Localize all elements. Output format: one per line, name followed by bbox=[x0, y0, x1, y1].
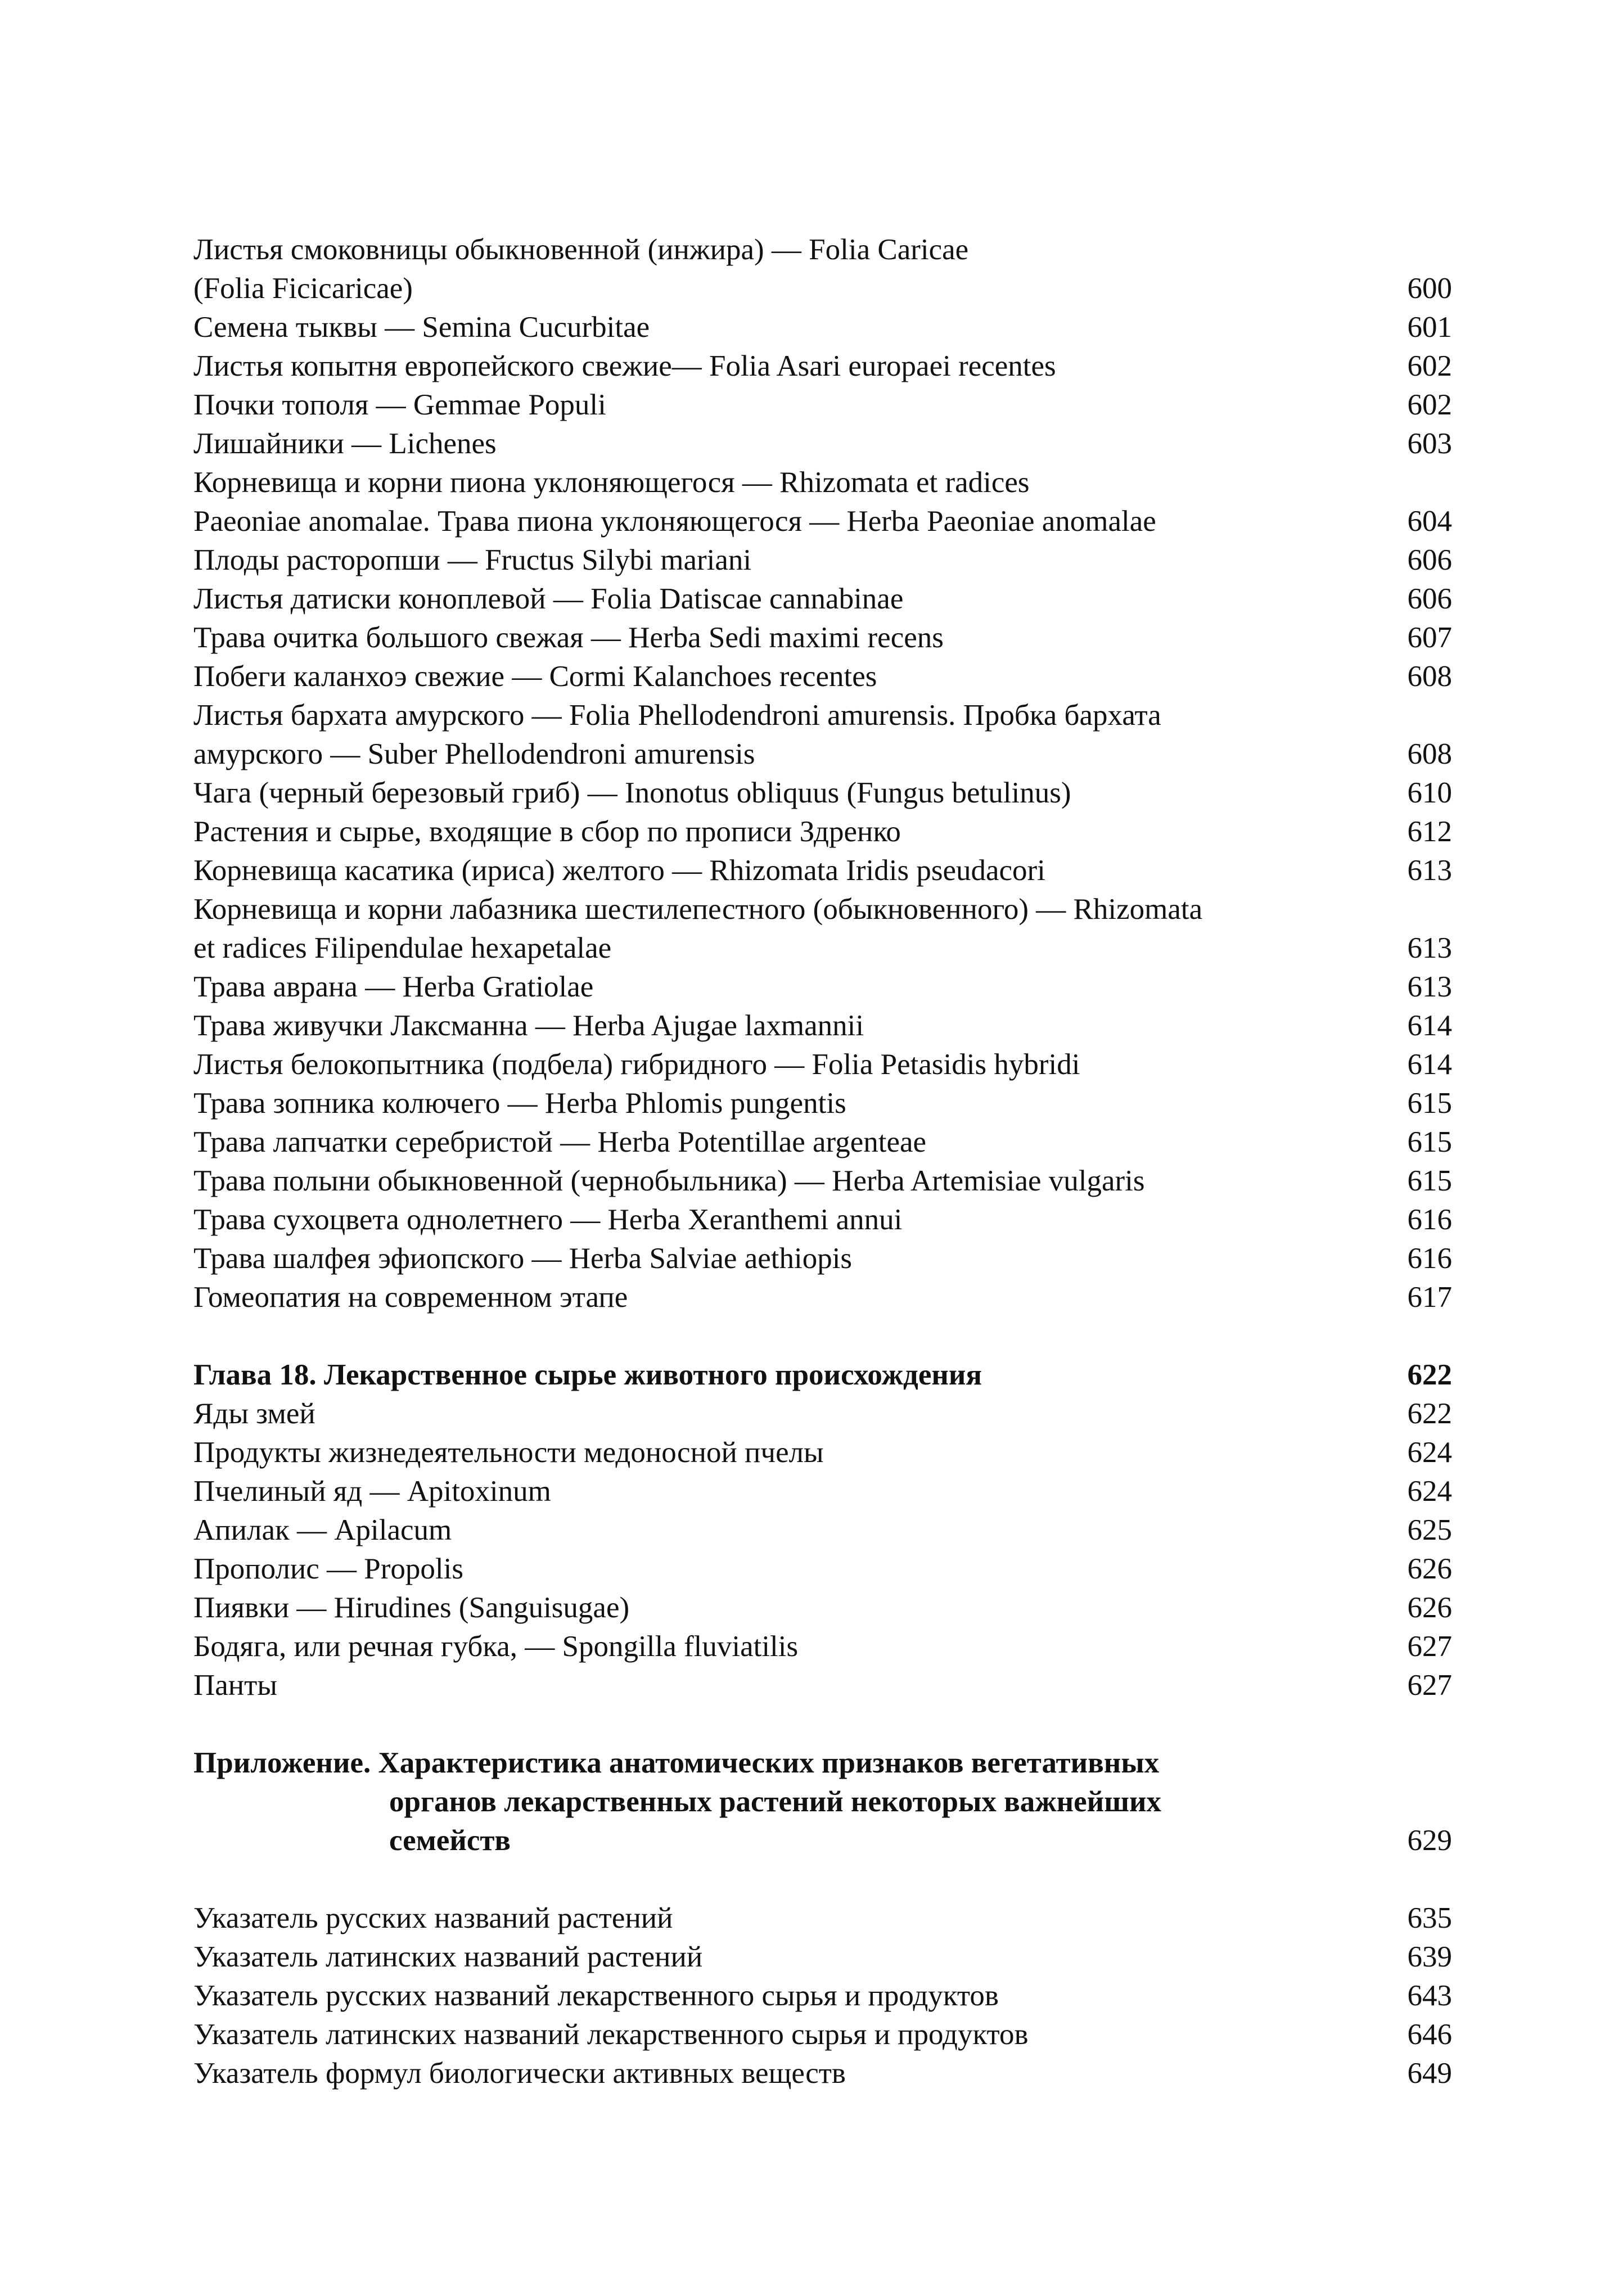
indexes bbox=[193, 1899, 1452, 2093]
entry-title: Трава сухоцвета однолетнего — Herba Xeranthemi annui bbox=[193, 1203, 903, 1236]
entry-title: амурского — Suber Phellodendroni amurensis bbox=[193, 738, 755, 770]
entry-title: Трава зопника колючего — Herba Phlomis pungentis bbox=[193, 1087, 846, 1120]
toc-entry bbox=[193, 1239, 1452, 1278]
entry-page: 626 bbox=[1407, 1591, 1452, 1624]
entry-title: Яды змей bbox=[193, 1397, 315, 1430]
entry-page: 606 bbox=[1407, 583, 1452, 615]
toc-entry bbox=[193, 502, 1452, 541]
appendix-title: Приложение. Характеристика анатомических признаков вегетативных bbox=[193, 1747, 1160, 1779]
entry-title: Пиявки — Hirudines (Sanguisugae) bbox=[193, 1591, 630, 1624]
entry-page: 624 bbox=[1407, 1436, 1452, 1469]
entry-title: Корневища и корни лабазника шестилепестного (обыкновенного) — Rhizomata bbox=[193, 893, 1203, 926]
entry-title: Растения и сырье, входящие в сбор по прописи Здренко bbox=[193, 815, 901, 848]
toc-entry bbox=[193, 463, 1452, 502]
entry-page: 646 bbox=[1407, 2018, 1452, 2051]
entry-page: 614 bbox=[1407, 1048, 1452, 1081]
toc-entry bbox=[193, 929, 1452, 968]
entry-title: Указатель латинских названий лекарственного сырья и продуктов bbox=[193, 2018, 1029, 2051]
entry-title: Побеги каланхоэ свежие — Cormi Kalanchoes recentes bbox=[193, 660, 877, 693]
entry-title: Листья смоковницы обыкновенной (инжира) — Folia Caricae bbox=[193, 233, 969, 266]
entry-title: Апилак — Apilacum bbox=[193, 1514, 452, 1546]
entry-page: 601 bbox=[1407, 311, 1452, 344]
entry-title: Трава шалфея эфиопского — Herba Salviae aethiopis bbox=[193, 1242, 853, 1275]
entry-title: Почки тополя — Gemmae Populi bbox=[193, 389, 606, 421]
entry-page: 606 bbox=[1407, 544, 1452, 576]
appendix-title-continued: органов лекарственных растений некоторых важнейших bbox=[389, 1785, 1162, 1818]
entry-page: 608 bbox=[1407, 738, 1452, 770]
entry-title: Бодяга, или речная губка, — Spongilla fluviatilis bbox=[193, 1630, 799, 1663]
toc-entry bbox=[193, 308, 1452, 347]
entry-page: 610 bbox=[1407, 777, 1452, 809]
entry-title: Указатель латинских названий растений bbox=[193, 1941, 703, 1973]
entry-page: 602 bbox=[1407, 389, 1452, 421]
entry-page: 627 bbox=[1407, 1669, 1452, 1702]
entry-title: (Folia Ficicaricae) bbox=[193, 272, 413, 305]
entry-title: Листья бархата амурского — Folia Phellodendroni amurensis. Пробка бархата bbox=[193, 699, 1161, 732]
entry-title: Гомеопатия на современном этапе bbox=[193, 1281, 628, 1314]
entry-title: Листья копытня европейского свежие— Folia Asari europaei recentes bbox=[193, 350, 1056, 382]
toc-entry bbox=[193, 968, 1452, 1007]
entry-page: 616 bbox=[1407, 1203, 1452, 1236]
entry-title: Чага (черный березовый гриб) — Inonotus obliquus (Fungus betulinus) bbox=[193, 777, 1071, 809]
toc-entry bbox=[193, 657, 1452, 696]
chapter-heading bbox=[193, 1356, 1452, 1395]
toc-entry bbox=[193, 347, 1452, 386]
entry-title: Трава очитка большого свежая — Herba Sedi maximi recens bbox=[193, 621, 944, 654]
entry-title: Трава живучки Лаксманна — Herba Ajugae laxmannii bbox=[193, 1009, 864, 1042]
toc-entry bbox=[193, 1395, 1452, 1433]
toc-entry bbox=[193, 1084, 1452, 1123]
toc-entry bbox=[193, 774, 1452, 813]
entry-title: Продукты жизнедеятельности медоносной пчелы bbox=[193, 1436, 824, 1469]
toc-entry bbox=[193, 1589, 1452, 1627]
entry-title: Трава аврана — Herba Gratiolae bbox=[193, 971, 594, 1003]
appendix-heading-line bbox=[193, 1783, 1452, 1821]
entry-title: Лишайники — Lichenes bbox=[193, 427, 497, 460]
entry-page: 626 bbox=[1407, 1553, 1452, 1585]
appendix-title-continued: семейств bbox=[389, 1824, 511, 1857]
entry-title: Пчелиный яд — Apitoxinum bbox=[193, 1475, 551, 1508]
entry-page: 635 bbox=[1407, 1902, 1452, 1934]
appendix-heading-line bbox=[193, 1744, 1452, 1783]
entry-page: 625 bbox=[1407, 1514, 1452, 1546]
entry-title: Paeoniae anomalae. Трава пиона уклоняющегося — Herba Paeoniae anomalae bbox=[193, 505, 1156, 538]
entry-page: 649 bbox=[1407, 2057, 1452, 2090]
toc-entry bbox=[193, 696, 1452, 735]
appendix bbox=[193, 1744, 1452, 1860]
entry-title: Листья датиски коноплевой — Folia Datiscae cannabinae bbox=[193, 583, 904, 615]
toc-entry bbox=[193, 425, 1452, 463]
toc-entry bbox=[193, 1007, 1452, 1045]
entry-title: Указатель формул биологически активных веществ bbox=[193, 2057, 846, 2090]
entry-title: Панты bbox=[193, 1669, 277, 1702]
section-spacer bbox=[193, 1317, 1452, 1356]
entry-page: 622 bbox=[1407, 1397, 1452, 1430]
toc-entry bbox=[193, 269, 1452, 308]
toc-entry bbox=[193, 1627, 1452, 1666]
entry-page: 600 bbox=[1407, 272, 1452, 305]
toc-entry bbox=[193, 1938, 1452, 1977]
entry-page: 608 bbox=[1407, 660, 1452, 693]
toc-entry bbox=[193, 1472, 1452, 1511]
entry-page: 627 bbox=[1407, 1630, 1452, 1663]
toc-entry bbox=[193, 735, 1452, 774]
table-of-contents bbox=[193, 231, 1452, 2093]
toc-entry bbox=[193, 2054, 1452, 2093]
entry-title: Корневища и корни пиона уклоняющегося — Rhizomata et radices bbox=[193, 466, 1030, 499]
toc-entry bbox=[193, 231, 1452, 269]
entry-page: 617 bbox=[1407, 1281, 1452, 1314]
entry-title: Плоды расторопши — Fructus Silybi mariani bbox=[193, 544, 752, 576]
entry-page: 639 bbox=[1407, 1941, 1452, 1973]
toc-entry bbox=[193, 1123, 1452, 1162]
toc-entry bbox=[193, 1666, 1452, 1705]
toc-entry bbox=[193, 1045, 1452, 1084]
entry-page: 607 bbox=[1407, 621, 1452, 654]
toc-entry bbox=[193, 851, 1452, 890]
entry-page: 615 bbox=[1407, 1165, 1452, 1197]
chapter-title: Глава 18. Лекарственное сырье животного происхождения bbox=[193, 1359, 982, 1391]
toc-entry bbox=[193, 1511, 1452, 1550]
entry-page: 613 bbox=[1407, 854, 1452, 887]
entry-title: Указатель русских названий лекарственного сырья и продуктов bbox=[193, 1979, 999, 2012]
entry-title: Листья белокопытника (подбела) гибридного — Folia Petasidis hybridi bbox=[193, 1048, 1080, 1081]
entry-page: 643 bbox=[1407, 1979, 1452, 2012]
section-spacer bbox=[193, 1860, 1452, 1899]
entry-page: 602 bbox=[1407, 350, 1452, 382]
section-spacer bbox=[193, 1705, 1452, 1744]
toc-entry bbox=[193, 1201, 1452, 1239]
toc-entry bbox=[193, 890, 1452, 929]
entry-page: 613 bbox=[1407, 971, 1452, 1003]
entry-title: Прополис — Propolis bbox=[193, 1553, 463, 1585]
plant-entries bbox=[193, 231, 1452, 1317]
entry-page: 614 bbox=[1407, 1009, 1452, 1042]
toc-entry bbox=[193, 1278, 1452, 1317]
appendix-heading-line bbox=[193, 1821, 1452, 1860]
toc-entry bbox=[193, 386, 1452, 425]
entry-page: 612 bbox=[1407, 815, 1452, 848]
entry-page: 615 bbox=[1407, 1087, 1452, 1120]
entry-title: Семена тыквы — Semina Cucurbitae bbox=[193, 311, 650, 344]
chapter-page: 622 bbox=[1407, 1359, 1452, 1391]
entry-title: et radices Filipendulae hexapetalae bbox=[193, 932, 612, 964]
entry-page: 613 bbox=[1407, 932, 1452, 964]
entry-title: Корневища касатика (ириса) желтого — Rhizomata Iridis pseudacori bbox=[193, 854, 1045, 887]
toc-entry bbox=[193, 1162, 1452, 1201]
toc-entry bbox=[193, 1899, 1452, 1938]
entry-page: 624 bbox=[1407, 1475, 1452, 1508]
entry-page: 615 bbox=[1407, 1126, 1452, 1158]
toc-entry bbox=[193, 1977, 1452, 2015]
entry-title: Трава лапчатки серебристой — Herba Potentillae argenteae bbox=[193, 1126, 927, 1158]
toc-entry bbox=[193, 619, 1452, 657]
toc-entry bbox=[193, 813, 1452, 851]
chapter-18 bbox=[193, 1356, 1452, 1705]
appendix-page: 629 bbox=[1407, 1824, 1452, 1857]
entry-title: Указатель русских названий растений bbox=[193, 1902, 673, 1934]
entry-title: Трава полыни обыкновенной (чернобыльника) — Herba Artemisiae vulgaris bbox=[193, 1165, 1145, 1197]
entry-page: 604 bbox=[1407, 505, 1452, 538]
toc-entry bbox=[193, 541, 1452, 580]
toc-entry bbox=[193, 1433, 1452, 1472]
toc-entry bbox=[193, 2015, 1452, 2054]
toc-entry bbox=[193, 580, 1452, 619]
toc-entry bbox=[193, 1550, 1452, 1589]
entry-page: 603 bbox=[1407, 427, 1452, 460]
entry-page: 616 bbox=[1407, 1242, 1452, 1275]
